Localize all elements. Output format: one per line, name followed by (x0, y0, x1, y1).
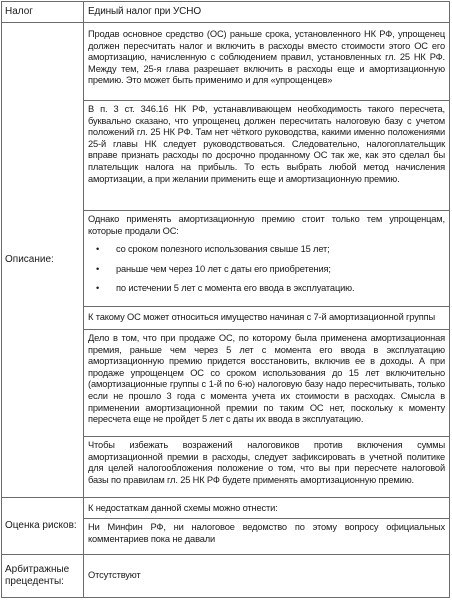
description-block-1 (84, 23, 449, 101)
list-item: • со сроком полезного использования свыше 15 лет; (96, 244, 330, 255)
description-paragraph: Однако применять амортизационную премию стоит только тем упрощенцам, которые продали ОС: (88, 214, 445, 236)
tax-value: Единый налог при УСНО (88, 6, 201, 18)
bullet-icon: • (96, 263, 100, 274)
tax-label: Налог (2, 2, 84, 22)
description-block-3 (84, 211, 449, 307)
description-paragraph: Чтобы избежать возражений налоговиков против включения суммы амортизационной премии в расходы, следует зафиксировать в учетной политике для целей налогообложения положение о том, что вы при пересчете налоговой базы по правилам гл. 25 НК РФ будете применять амортизационную премию. (88, 440, 445, 485)
risk-text: К недостаткам данной схемы можно отнести: (88, 503, 278, 513)
risk-cell (84, 498, 449, 554)
bullet-icon: • (96, 244, 100, 255)
risk-text: Ни Минфин РФ, ни налоговое ведомство по этому вопросу официальных комментариев пока не давали (88, 522, 445, 544)
risk-label: Оценка рисков: (2, 498, 84, 554)
arbitrage-value: Отсутствуют (88, 570, 141, 581)
description-paragraph: К такому ОС может относиться имущество начиная с 7-й амортизационной группы (88, 312, 436, 322)
description-block-5 (84, 330, 449, 437)
description-block-2 (84, 101, 449, 211)
description-block-6 (84, 437, 449, 498)
arbitrage-label: Арбитражные прецеденты: (2, 555, 84, 597)
description-paragraph: В п. 3 ст. 346.16 НК РФ, устанавливающем необходимость такого пересчета, буквально сказано, что упрощенец должен пересчитать налоговую базу с учетом положений гл. 25 НК РФ. Там нет чёткого руководства, какими именно положениями 25-й главы НК следует руководствоваться. Следовательно, налогоплательщик вправе признать расходы по досрочно проданному ОС так же, как это сделал бы плательщик налога на прибыль. То есть выбрать любой метод начисления амортизации, а при желании применить еще и амортизационную премию. (88, 104, 445, 184)
description-label: Описание: (2, 23, 84, 497)
risk-row (2, 498, 449, 555)
description-paragraph: Продав основное средство (ОС) раньше срока, установленного НК РФ, упрощенец должен пересчитать налог и включить в расходы вместо стоимости этого ОС его амортизацию, начисленную с соблюдением правил, установленных гл. 25 НК РФ. Между тем, 25-я глава разрешает включить в расходы еще и амортизационную премию. Это может быть применимо и для «упрощенцев» (88, 29, 445, 86)
list-item: • по истечении 5 лет с момента его ввода в эксплуатацию. (96, 283, 355, 294)
description-row (2, 23, 449, 498)
header-row (2, 2, 449, 23)
risk-block-1 (84, 498, 449, 519)
list-item: • раньше чем через 10 лет с даты его приобретения; (96, 263, 331, 274)
description-cell (84, 23, 449, 497)
bullet-icon: • (96, 283, 100, 294)
arbitrage-row (2, 555, 449, 597)
tax-scheme-table (1, 1, 450, 598)
description-block-4 (84, 307, 449, 330)
description-paragraph: Дело в том, что при продаже ОС, по которому была применена амортизационная премия, раньше чем через 5 лет с момента его ввода в эксплуатацию амортизационную премию придется восстановить, включив ее в доходы. А при продаже упрощенцем ОС со сроком использования до 15 лет включительно (амортизационные группы с 1-й по 6-ю) налоговую базу надо пересчитывать, только если не прошло 3 года с момента учета их стоимости в расходах. Смысла в применении амортизационной премии по таким ОС нет, поскольку к моменту пересчета еще не пройдет 5 лет с даты их ввода в эксплуатацию. (88, 333, 445, 425)
risk-block-2 (84, 519, 449, 555)
